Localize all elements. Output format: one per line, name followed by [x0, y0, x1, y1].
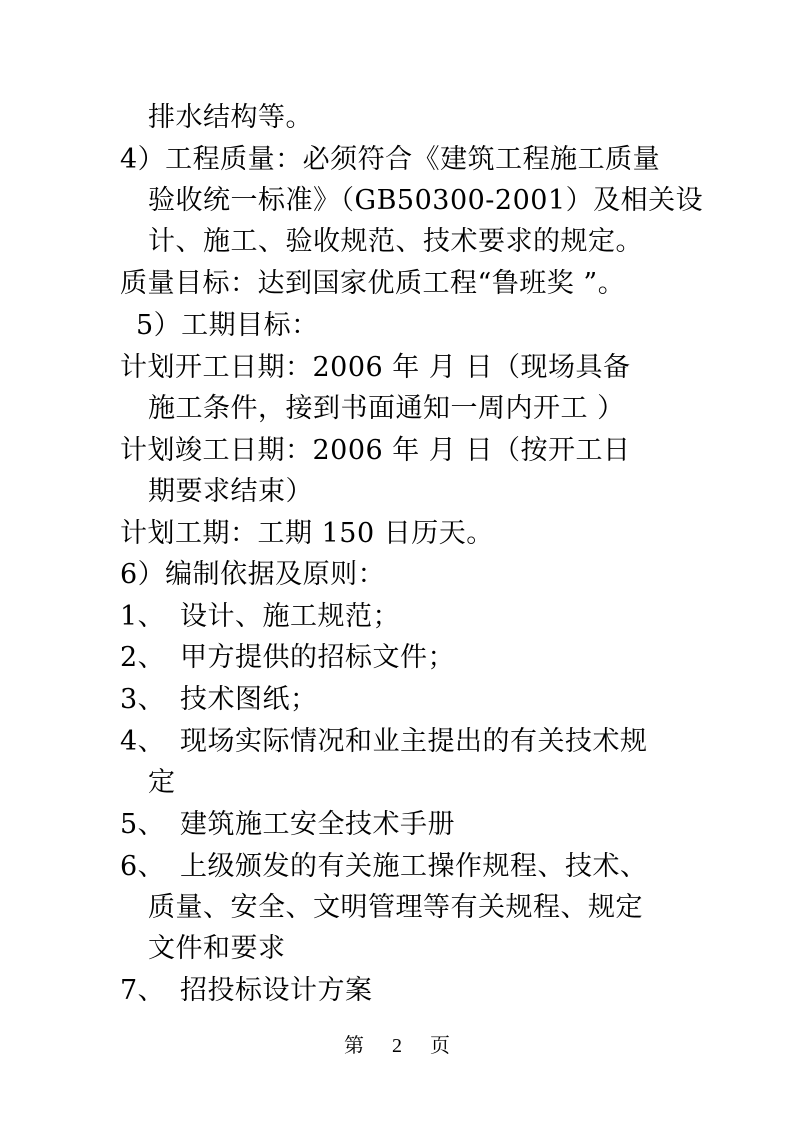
list-item-text: 上级颁发的有关施工操作规程、技术、: [180, 851, 648, 882]
section-heading-basis: 6）编制依据及原则：: [120, 559, 386, 590]
list-item: [120, 805, 455, 845]
section-heading-schedule: 5）工期目标：: [136, 310, 319, 341]
list-item-text: 建筑施工安全技术手册: [180, 809, 455, 840]
page-footer: [0, 1033, 794, 1059]
list-item-number: 6、: [120, 851, 166, 882]
list-item-continuation: 定: [148, 767, 176, 798]
list-item-text: 现场实际情况和业主提出的有关技术规: [180, 726, 648, 757]
text-line: 计划工期：工期 150 日历天。: [120, 518, 494, 549]
text-line: 计、施工、验收规范、技术要求的规定。: [148, 226, 643, 257]
list-item: [120, 847, 648, 887]
list-item: [120, 597, 400, 637]
footer-prefix: 第: [344, 1035, 364, 1057]
text-line: 验收统一标准》（GB50300-2001）及相关设: [148, 185, 704, 216]
text-line: 计划竣工日期：2006 年 月 日（按开工日: [120, 435, 631, 466]
list-item-number: 4、: [120, 726, 166, 757]
list-item: [120, 971, 373, 1011]
list-item-text: 甲方提供的招标文件；: [180, 642, 455, 673]
list-item-number: 5、: [120, 809, 166, 840]
list-item-number: 2、: [120, 642, 166, 673]
list-item-continuation: 质量、安全、文明管理等有关规程、规定: [148, 892, 643, 923]
list-item-number: 7、: [120, 975, 166, 1006]
list-item: [120, 680, 318, 720]
text-line: 质量目标：达到国家优质工程“鲁班奖 ”。: [120, 268, 626, 299]
section-heading-quality: 4）工程质量：必须符合《建筑工程施工质量: [120, 144, 661, 175]
list-item-number: 1、: [120, 601, 166, 632]
text-line: 计划开工日期：2006 年 月 日（现场具备: [120, 352, 631, 383]
list-item: [120, 638, 455, 678]
list-item-text: 技术图纸；: [180, 684, 318, 715]
footer-suffix: 页: [430, 1035, 450, 1057]
list-item-text: 招投标设计方案: [180, 975, 373, 1006]
page-number: 2: [392, 1035, 402, 1057]
list-item: [120, 722, 648, 762]
list-item-number: 3、: [120, 684, 166, 715]
text-line: 期要求结束）: [148, 476, 313, 507]
list-item-continuation: 文件和要求: [148, 933, 286, 964]
text-line: 排水结构等。: [148, 102, 313, 133]
list-item-text: 设计、施工规范；: [180, 601, 400, 632]
text-line: 施工条件，接到书面通知一周内开工 ）: [148, 393, 625, 424]
